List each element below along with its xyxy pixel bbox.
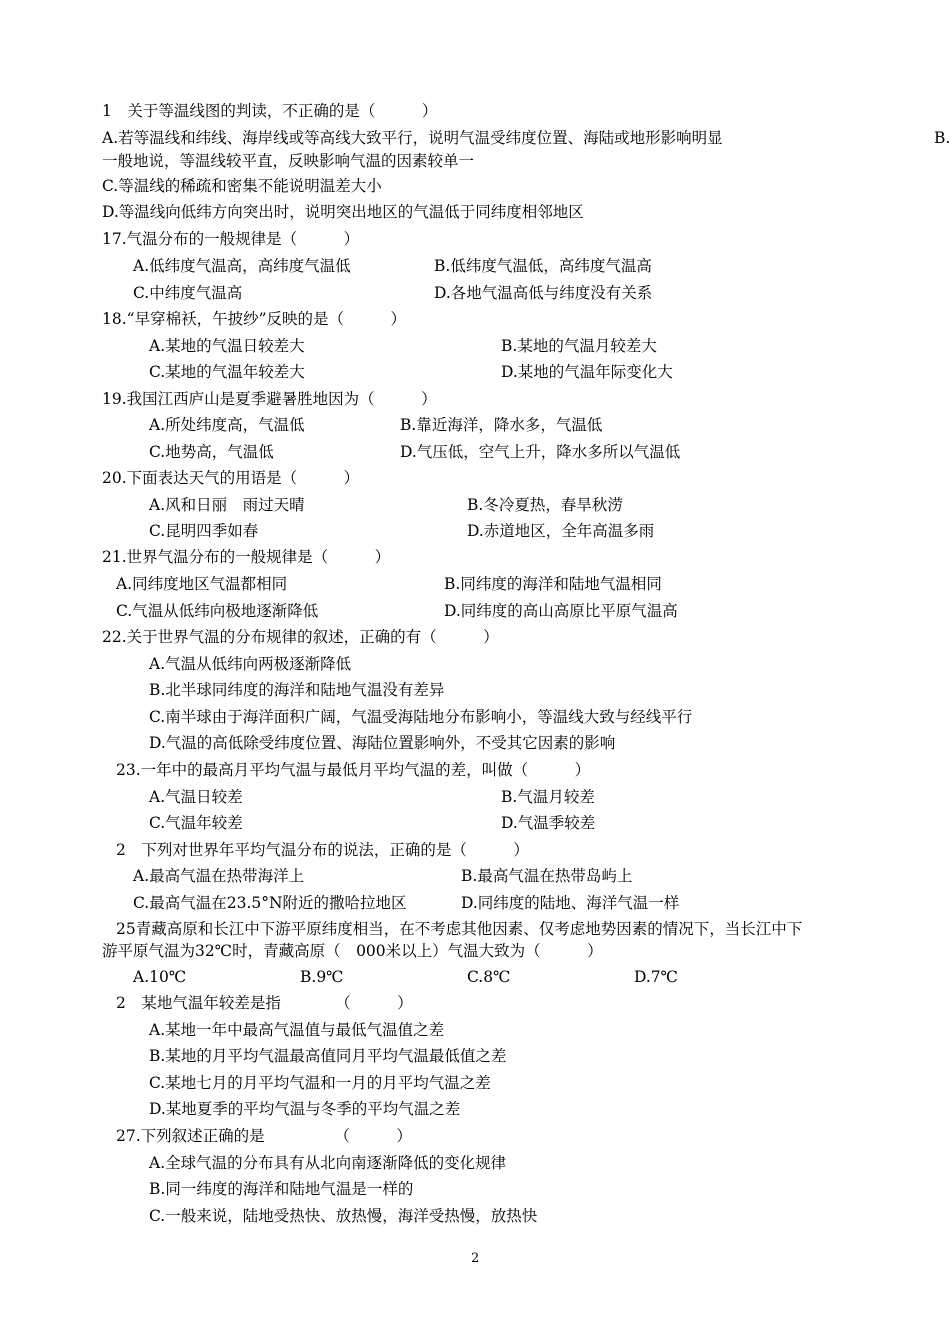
question-23-stem: 23.一年中的最高月平均气温与最低月平均气温的差，叫做（ ） — [116, 761, 591, 779]
question-18-option-d: D.某地的气温年际变化大 — [501, 363, 673, 381]
question-22-option-d: D.气温的高低除受纬度位置、海陆位置影响外，不受其它因素的影响 — [149, 734, 616, 752]
question-23-option-c: C.气温年较差 — [149, 814, 243, 832]
question-24-stem: 2 下列对世界年平均气温分布的说法，正确的是（ ） — [116, 841, 529, 859]
question-21-option-c: C.气温从低纬向极地逐渐降低 — [116, 602, 319, 620]
question-26-option-c: C.某地七月的月平均气温和一月的月平均气温之差 — [149, 1074, 491, 1092]
question-21-option-d: D.同纬度的高山高原比平原气温高 — [444, 602, 678, 620]
question-24-option-c: C.最高气温在23.5°N附近的撒哈拉地区 — [133, 894, 407, 912]
question-20-option-c: C.昆明四季如春 — [149, 522, 259, 540]
question-24-option-b: B.最高气温在热带岛屿上 — [461, 867, 633, 885]
question-19-option-d: D.气压低，空气上升，降水多所以气温低 — [400, 443, 681, 461]
question-1-option-a: A.若等温线和纬线、海岸线或等高线大致平行，说明气温受纬度位置、海陆或地形影响明显 — [102, 129, 723, 147]
question-23-option-a: A.气温日较差 — [149, 788, 243, 806]
question-25-stem-continued: 游平原气温为32℃时，青藏高原（ 000米以上）气温大致为（ ） — [102, 942, 603, 960]
question-17-stem: 17.气温分布的一般规律是（ ） — [102, 230, 360, 248]
question-20-option-b: B.冬冷夏热，春旱秋涝 — [467, 496, 623, 514]
question-18-stem: 18.“早穿棉袄，午披纱”反映的是（ ） — [102, 310, 406, 328]
question-1-option-c: C.等温线的稀疏和密集不能说明温差大小 — [102, 177, 382, 195]
question-21-option-b: B.同纬度的海洋和陆地气温相同 — [444, 575, 662, 593]
question-25-stem: 25青藏高原和长江中下游平原纬度相当，在不考虑其他因素、仅考虑地势因素的情况下，当长江中下 — [116, 920, 803, 938]
question-23-option-b: B.气温月较差 — [501, 788, 595, 806]
question-27-option-c: C.一般来说，陆地受热快、放热慢，海洋受热慢，放热快 — [149, 1207, 538, 1225]
question-27-option-a: A.全球气温的分布具有从北向南逐渐降低的变化规律 — [149, 1154, 507, 1172]
question-17-option-a: A.低纬度气温高，高纬度气温低 — [133, 257, 351, 275]
question-20-option-d: D.赤道地区，全年高温多雨 — [467, 522, 655, 540]
question-17-option-d: D.各地气温高低与纬度没有关系 — [434, 284, 653, 302]
question-22-option-c: C.南半球由于海洋面积广阔，气温受海陆地分布影响小，等温线大致与经线平行 — [149, 708, 693, 726]
question-27-option-b: B.同一纬度的海洋和陆地气温是一样的 — [149, 1180, 414, 1198]
question-24-option-a: A.最高气温在热带海洋上 — [133, 867, 305, 885]
question-22-stem: 22.关于世界气温的分布规律的叙述，正确的有（ ） — [102, 628, 499, 646]
question-17-option-c: C.中纬度气温高 — [133, 284, 243, 302]
question-20-option-a: A.风和日丽 雨过天晴 — [149, 496, 305, 514]
question-26-stem: 2 某地气温年较差是指 （ ） — [116, 994, 413, 1012]
question-22-option-b: B.北半球同纬度的海洋和陆地气温没有差异 — [149, 681, 445, 699]
question-26-option-b: B.某地的月平均气温最高值同月平均气温最低值之差 — [149, 1047, 507, 1065]
question-19-option-b: B.靠近海洋，降水多，气温低 — [400, 416, 603, 434]
question-1-option-d: D.等温线向低纬方向突出时，说明突出地区的气温低于同纬度相邻地区 — [102, 203, 584, 221]
question-1-stem: 1 关于等温线图的判读，不正确的是（ ） — [102, 102, 438, 120]
question-25-option-c: C.8℃ — [467, 968, 511, 986]
question-1-option-b-marker: B. — [934, 129, 950, 147]
question-18-option-a: A.某地的气温日较差大 — [149, 337, 305, 355]
question-25-option-b: B.9℃ — [300, 968, 344, 986]
question-26-option-a: A.某地一年中最高气温值与最低气温值之差 — [149, 1021, 445, 1039]
question-21-option-a: A.同纬度地区气温都相同 — [116, 575, 288, 593]
question-26-option-d: D.某地夏季的平均气温与冬季的平均气温之差 — [149, 1100, 461, 1118]
question-21-stem: 21.世界气温分布的一般规律是（ ） — [102, 548, 391, 566]
question-25-option-a: A.10℃ — [133, 968, 187, 986]
question-1-option-b: 一般地说，等温线较平直，反映影响气温的因素较单一 — [102, 152, 475, 170]
question-18-option-c: C.某地的气温年较差大 — [149, 363, 305, 381]
page-number: 2 — [471, 1251, 480, 1266]
question-24-option-d: D.同纬度的陆地、海洋气温一样 — [461, 894, 680, 912]
question-19-stem: 19.我国江西庐山是夏季避暑胜地因为（ ） — [102, 390, 437, 408]
question-25-option-d: D.7℃ — [634, 968, 679, 986]
question-22-option-a: A.气温从低纬向两极逐渐降低 — [149, 655, 352, 673]
question-19-option-c: C.地势高，气温低 — [149, 443, 274, 461]
question-27-stem: 27.下列叙述正确的是 （ ） — [116, 1127, 412, 1145]
question-18-option-b: B.某地的气温月较差大 — [501, 337, 657, 355]
question-17-option-b: B.低纬度气温低，高纬度气温高 — [434, 257, 652, 275]
question-20-stem: 20.下面表达天气的用语是（ ） — [102, 469, 360, 487]
question-19-option-a: A.所处纬度高，气温低 — [149, 416, 305, 434]
question-23-option-d: D.气温季较差 — [501, 814, 596, 832]
